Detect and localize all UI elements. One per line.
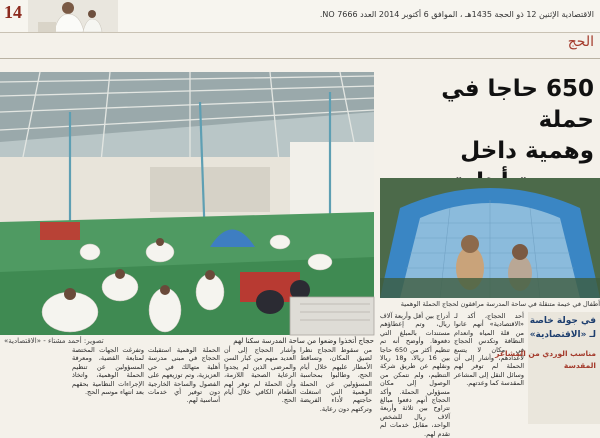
headline-line-1: 650 حاجا في حملة bbox=[441, 76, 594, 133]
sidebar-title-line-1: في جولة خاصة bbox=[529, 316, 596, 326]
article-column-5: الحملة الوهمية استقبلت الحجاج في مبنى مدرسة أهلية متهالك في حي العزيزية، وتم توزيعهم على الفصول والساحة الخارجية دون توفير أي خدمات أساسية لهم. bbox=[148, 346, 220, 405]
divider bbox=[0, 58, 600, 59]
tent-photo-caption: أطفال في خيمة متنقلة في ساحة المدرسة مرافقون لحجاج الحملة الوهمية bbox=[400, 300, 600, 308]
main-photo-caption bbox=[0, 337, 374, 345]
article-column-6: وتفرغت الجهات المختصة لمتابعة القضية، ومعرفة المسؤولين عن تنظيم الحملة الوهمية، واتخاذ الإجراءات النظامية بحقهم بعد انتهاء موسم الحج. bbox=[72, 346, 144, 397]
section-label: الحج bbox=[567, 34, 594, 50]
header-pilgrims-photo bbox=[28, 0, 118, 32]
page-number: 14 bbox=[4, 2, 22, 22]
tent-children-photo bbox=[380, 178, 600, 298]
article-column-1: أدراج بين أقل وأربعة آلاف ريال، وتم إعطاؤهم مستندات بالمبلغ التي دفعوها. وأوضح أنه تم تنظيم أكثر من 650 حاجا بين 16 ريالا، و18 ريالا ونقلهم عن طريق شركة التنظيم، ولم نتمكن من الوصول إلى مكان مسؤولي الحملة. وأكد الحجاج أنهم دفعوا مبالغ تتراوح بين ثلاثة وأربعة آلاف ريال للشخص الواحد، مقابل خدمات لم تقدم لهم. bbox=[380, 312, 450, 438]
sidebar-subtitle-line-1: مناسب الوردي من المشاعر bbox=[495, 349, 596, 358]
sidebar-subtitle-line-2: المقدسة bbox=[563, 361, 596, 370]
headline-line-2: وهمية داخل bbox=[460, 138, 594, 164]
article-column-4: وأشار الحجاج إلى أن العديد منهم من كبار السن والمرضى الذين لم يجدوا الرعاية الصحية اللازمة، وأن الحملة لم توفر لهم الطعام الكافي خلال أيام الحج. bbox=[224, 346, 296, 405]
sidebar-title-line-2: لـ «الاقتصادية» bbox=[529, 330, 596, 340]
article-column-3: من سقوط الحجاج نظرا لضيق المكان، وتساقط الأمطار عليهم خلال أيام الحج، وطالبوا بمحاسبة المسؤولين عن الحملة الوهمية التي استغلت حاجتهم لأداء الفريضة وتركتهم دون رعاية. bbox=[300, 346, 372, 413]
article-column-2: أحد الحجاج، أكد لـ «الاقتصادية» أنهم عانوا من قلة المياه وانعدام النظافة وتكدس الحجاج في مكان لا يتسع لأعدادهم، وأشار إلى أن الحملة لم توفر لهم وسائل النقل إلى المشاعر المقدسة كما وعدتهم. bbox=[454, 312, 524, 388]
main-photo-pilgrims-school bbox=[0, 72, 374, 335]
issue-meta: الاقتصادية الإثنين 12 ذو الحجة 1435هـ ، الموافق 6 أكتوبر 2014 العدد 7666 NO. bbox=[319, 10, 594, 19]
caption-text: حجاج أتخذوا وضعوا من ساحة المدرسة سكنا لهم bbox=[233, 337, 374, 345]
photo-credit: تصوير: أحمد مشتاء - «الاقتصادية» bbox=[4, 337, 104, 345]
